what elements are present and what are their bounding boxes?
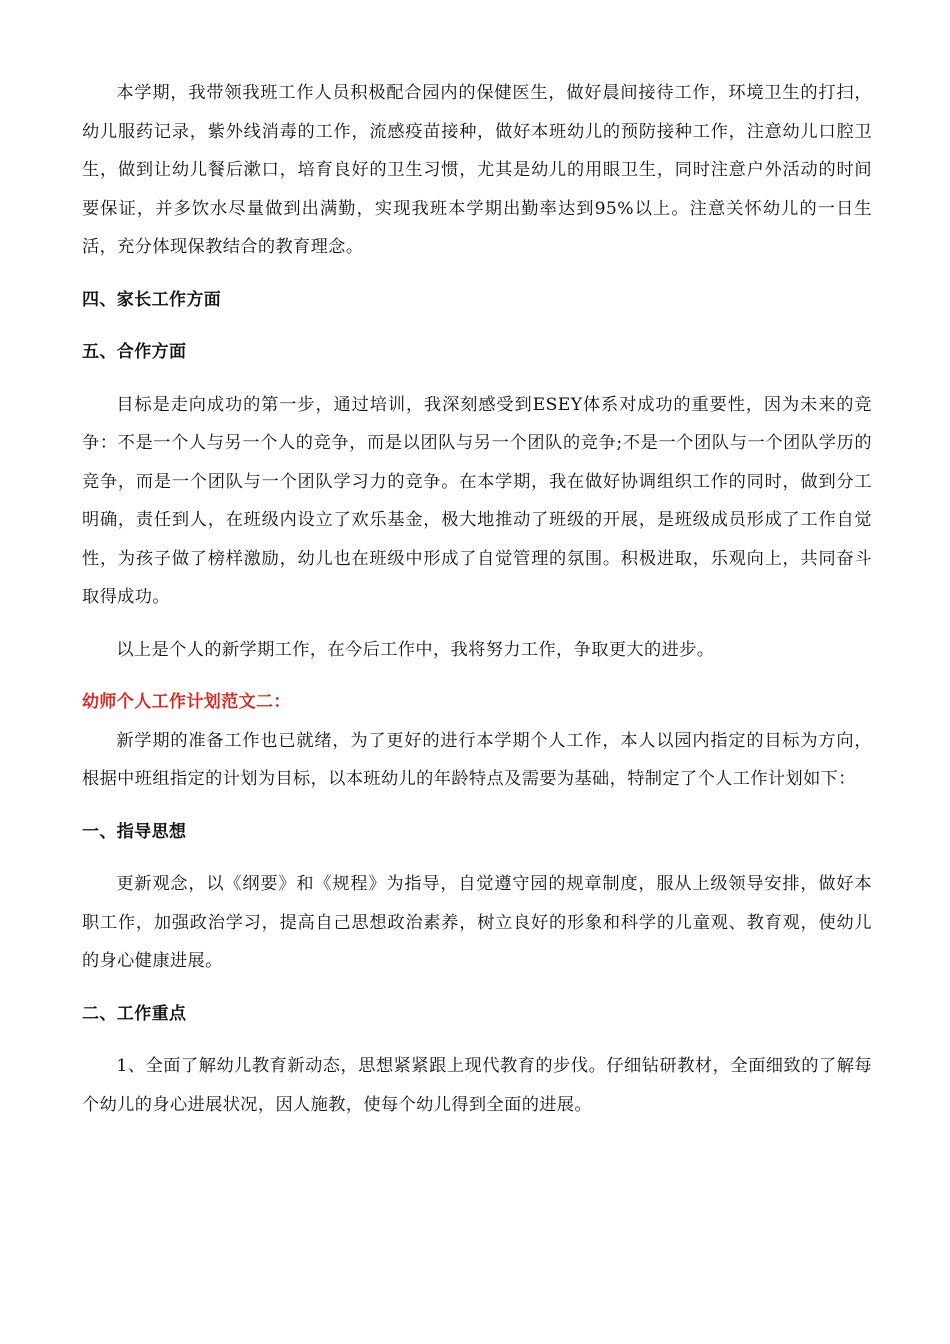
paragraph-ideology: 更新观念，以《纲要》和《规程》为指导，自觉遵守园的规章制度，服从上级领导安排，做好本职工作，加强政治学习，提高自己思想政治素养，树立良好的形象和科学的儿童观、教育观，使幼儿的身心健康进展。 xyxy=(82,874,872,971)
heading-cooperation: 五、合作方面 xyxy=(82,342,187,362)
document-page xyxy=(82,74,872,1124)
spacer xyxy=(82,1033,872,1047)
paragraph-teamwork: 目标是走向成功的第一步，通过培训，我深刻感受到ESEY体系对成功的重要性，因为未来的竞争：不是一个人与另一个人的竞争，而是以团队与另一个团队的竞争;不是一个团队与一个团队学历的竞争，而是一个团队与一个团队学习力的竞争。在本学期，我在做好协调组织工作的同时，做到分工明确，责任到人，在班级内设立了欢乐基金，极大地推动了班级的开展，是班级成员形成了工作自觉性，为孩子做了榜样激励，幼儿也在班级中形成了自觉管理的氛围。积极进取，乐观向上，共同奋斗取得成功。 xyxy=(82,394,872,607)
paragraph-intro: 新学期的准备工作也已就绪，为了更好的进行本学期个人工作，本人以园内指定的目标为方向，根据中班组指定的计划为目标，以本班幼儿的年龄特点及需要为基础，特制定了个人工作计划如下： xyxy=(82,730,872,789)
paragraph-conclusion: 以上是个人的新学期工作，在今后工作中，我将努力工作，争取更大的进步。 xyxy=(116,639,715,660)
spacer xyxy=(82,267,872,281)
spacer xyxy=(82,319,872,333)
heading-guiding-ideology: 一、指导思想 xyxy=(82,821,187,842)
spacer xyxy=(82,669,872,683)
heading-work-focus: 二、工作重点 xyxy=(82,1003,187,1024)
section-title-sample-two: 幼师个人工作计划范文二： xyxy=(82,692,291,712)
spacer xyxy=(82,981,872,995)
spacer xyxy=(82,851,872,865)
paragraph-health-care: 本学期，我带领我班工作人员积极配合园内的保健医生，做好晨间接待工作，环境卫生的打扫，幼儿服药记录，紫外线消毒的工作，流感疫苗接种，做好本班幼儿的预防接种工作，注意幼儿口腔卫生，做到让幼儿餐后漱口，培育良好的卫生习惯，尤其是幼儿的用眼卫生，同时注意户外活动的时间要保证，并多饮水尽量做到出满勤，实现我班本学期出勤率达到95%以上。注意关怀幼儿的一日生活，充分体现保教结合的教育理念。 xyxy=(82,83,872,257)
spacer xyxy=(82,372,872,386)
spacer xyxy=(82,617,872,631)
spacer xyxy=(82,799,872,813)
paragraph-focus-item-1: 1、全面了解幼儿教育新动态，思想紧紧跟上现代教育的步伐。仔细钻研教材，全面细致的了解每个幼儿的身心进展状况，因人施教，使每个幼儿得到全面的进展。 xyxy=(82,1056,872,1115)
heading-parent-work: 四、家长工作方面 xyxy=(82,289,222,310)
